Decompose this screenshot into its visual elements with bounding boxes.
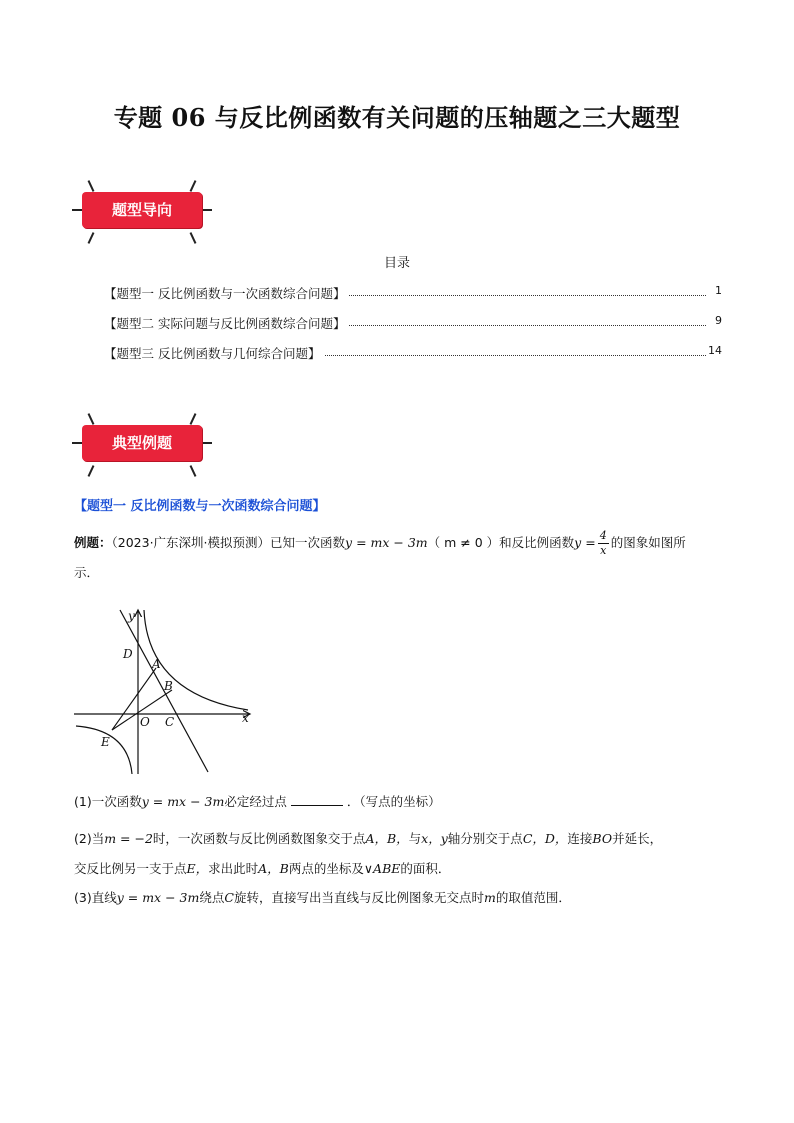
page-title: 专题 06 与反比例函数有关问题的压轴题之三大题型 — [113, 103, 681, 132]
toc-item-page: 9 — [715, 314, 722, 327]
toc-title: 目录 — [383, 256, 410, 271]
label-a: A — [152, 657, 161, 671]
reciprocal-fraction: $\frac{4}{x}$ — [599, 529, 607, 557]
toc-item-label[interactable]: 【题型三 反比例函数与几何综合问题】 — [104, 344, 324, 362]
label-d: D — [123, 647, 133, 661]
section-banner-guide — [72, 180, 212, 244]
question-1: (1)一次函数y = mx − 3m必定经过点 ．（写点的坐标） — [74, 794, 441, 809]
toc-item-label[interactable]: 【题型二 实际问题与反比例函数综合问题】 — [104, 314, 349, 332]
label-o: O — [140, 715, 150, 729]
table-of-contents — [104, 284, 722, 374]
answer-blank[interactable] — [291, 793, 343, 806]
question-3: (3)直线y = mx − 3m绕点C旋转，直接写出当直线与反比例图象无交点时m的取值范围． — [74, 890, 571, 905]
toc-item-page: 1 — [715, 284, 722, 297]
function-graph-figure — [72, 606, 254, 778]
example-prefix: 例题： — [74, 535, 112, 550]
toc-item-3[interactable] — [104, 344, 722, 374]
section-heading: 【题型一 反比例函数与一次函数综合问题】 — [74, 499, 326, 514]
toc-item-2[interactable] — [104, 314, 722, 344]
linear-equation: y = mx − 3m — [345, 535, 428, 550]
section-banner-examples — [72, 413, 212, 477]
example-statement: 例题：（2023·广东深圳·模拟预测）已知一次函数y = mx − 3m（ m ≠ 0 ）和反比例函数y = $\frac{4}{x}$ 的图象如图所 示． — [74, 529, 686, 580]
banner-label: 题型导向 — [82, 192, 202, 228]
banner-label: 典型例题 — [82, 425, 202, 461]
toc-item-label[interactable]: 【题型一 反比例函数与一次函数综合问题】 — [104, 284, 349, 302]
label-y: y — [128, 609, 135, 623]
toc-item-1[interactable] — [104, 284, 722, 314]
label-c: C — [165, 715, 175, 729]
hyperbola-branch-left — [76, 726, 132, 774]
toc-item-page: 14 — [708, 344, 722, 357]
label-b: B — [164, 679, 173, 693]
question-2: (2)当m = −2时，一次函数与反比例函数图象交于点A，B，与x，y轴分别交于点C，D，连接BO并延长， 交反比例另一支于点E，求出此时A，B两点的坐标及∨ABE的面积． — [74, 831, 663, 876]
label-x: x — [242, 711, 249, 725]
label-e: E — [101, 735, 110, 749]
